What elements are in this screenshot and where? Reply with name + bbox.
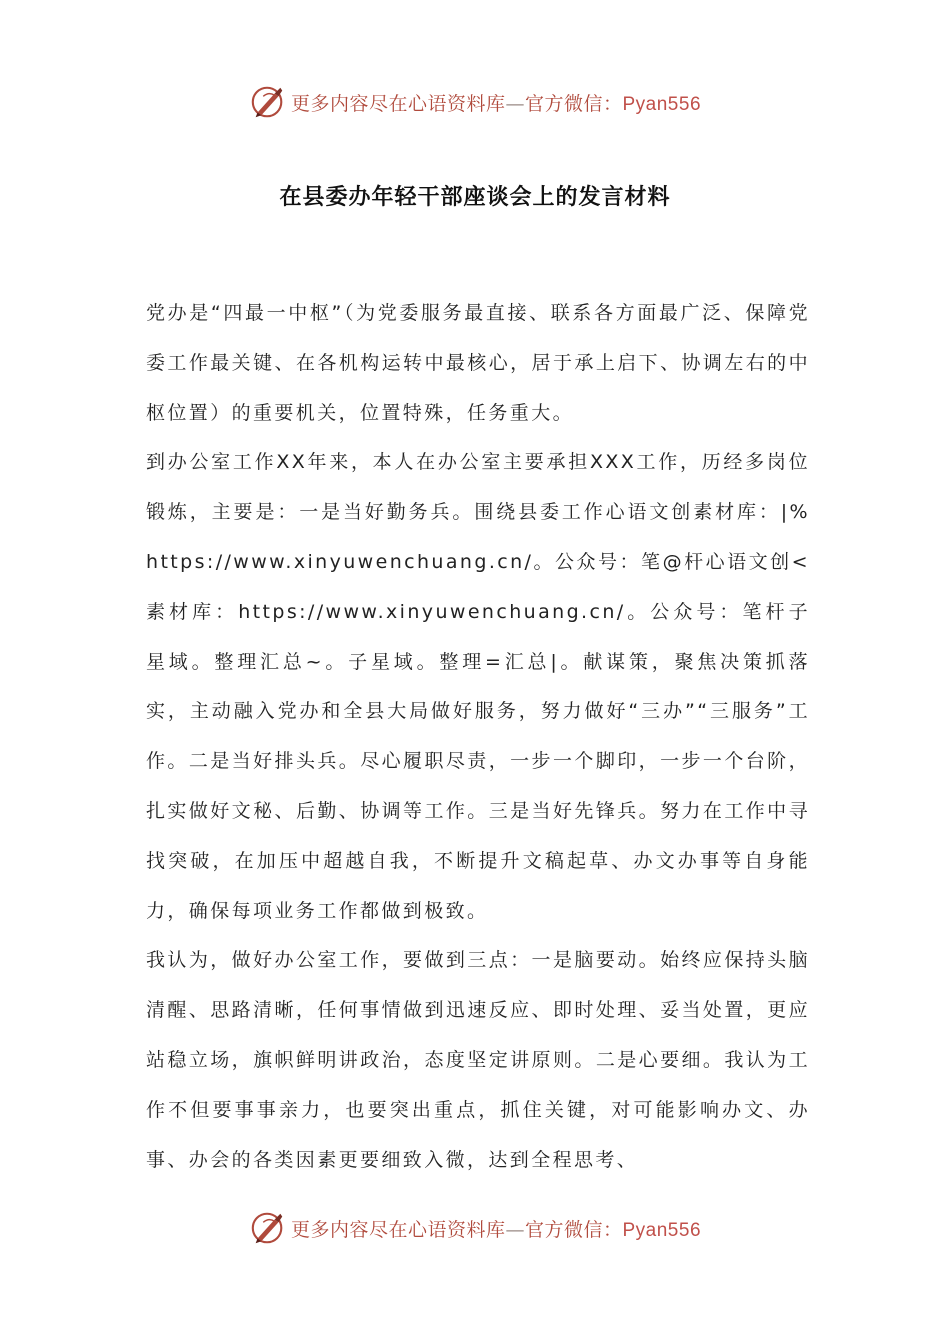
header-wechat-id: Pyan556 [622,93,702,115]
footer-banner-text: 更多内容尽在心语资料库—官方微信：Pyan556 [290,1218,702,1241]
pen-logo-icon [249,83,287,121]
paragraph: 我认为，做好办公室工作，要做到三点：一是脑要动。始终应保持头脑清醒、思路清晰，任何事情做到迅速反应、即时处理、妥当处置，更应站稳立场，旗帜鲜明讲政治，态度坚定讲原则。二是心要细。我认为工作不但要事事亲力，也要突出重点，抓住关键，对可能影响办文、办事、办会的各类因素更要细致入微，达到全程思考、 [146,949,810,1171]
document-body [146,289,810,1185]
header-banner [0,80,950,124]
document-title: 在县委办年轻干部座谈会上的发言材料 [279,185,671,210]
paragraph: 到办公室工作XX年来，本人在办公室主要承担XXX工作，历经多岗位锻炼，主要是：一是当好勤务兵。围绕县委工作心语文创素材库：|%https://www.xinyuwenchuang.cn/。公众号：笔@杆心语文创<素材库：https://www.xinyuwenchuang.cn/。公众号：笔杆子星域。整理汇总~。子星域。整理=汇总|。献谋策，聚焦决策抓落实，主动融入党办和全县大局做好服务，努力做好“三办”“三服务”工作。二是当好排头兵。尽心履职尽责，一步一个脚印，一步一个台阶，扎实做好文秘、后勤、协调等工作。三是当好先锋兵。努力在工作中寻找突破，在加压中超越自我，不断提升文稿起草、办文办事等自身能力，确保每项业务工作都做到极致。 [146,451,810,922]
footer-wechat-id: Pyan556 [622,1219,702,1241]
header-banner-text: 更多内容尽在心语资料库—官方微信：Pyan556 [290,92,702,115]
pen-logo-icon [249,1209,287,1247]
footer-banner [0,1206,950,1250]
paragraph: 党办是“四最一中枢”（为党委服务最直接、联系各方面最广泛、保障党委工作最关键、在各机构运转中最核心，居于承上启下、协调左右的中枢位置）的重要机关，位置特殊，任务重大。 [146,302,810,424]
